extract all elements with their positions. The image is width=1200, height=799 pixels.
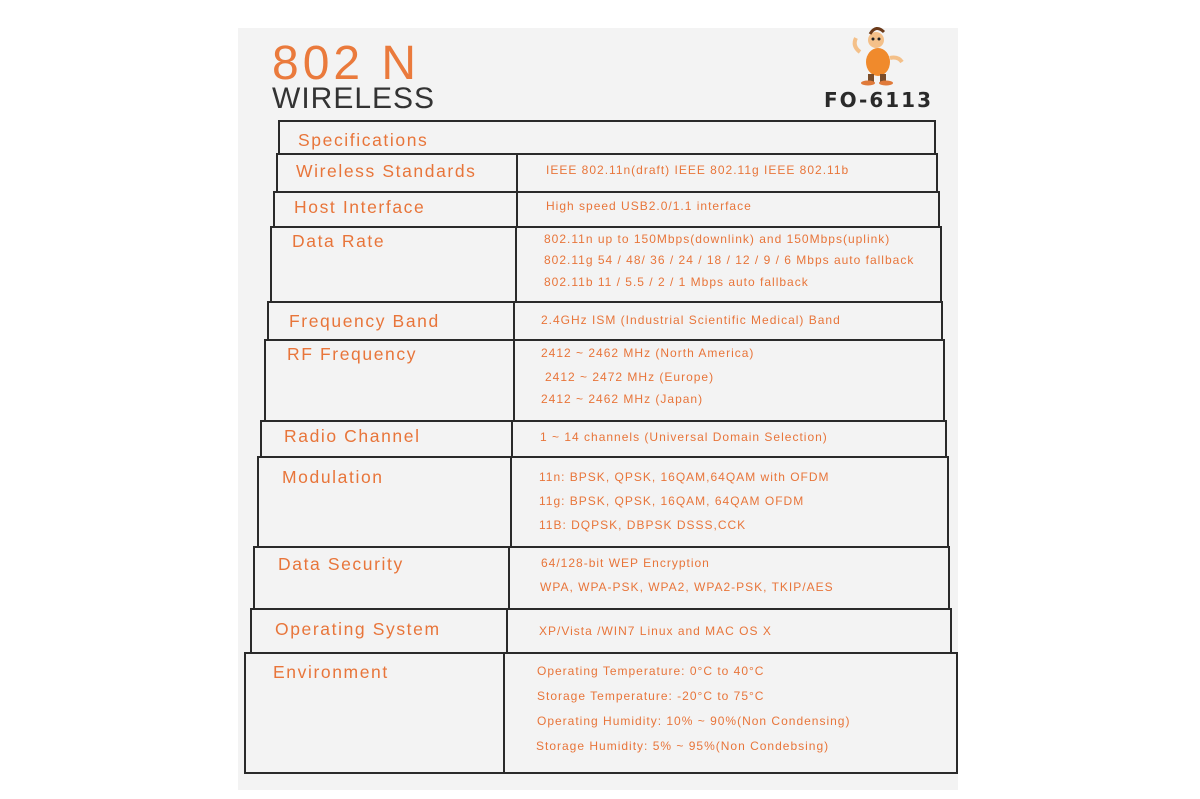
table-column-divider [510, 456, 512, 548]
table-left-border [273, 191, 275, 228]
table-column-divider [511, 420, 513, 458]
table-right-border [950, 608, 952, 654]
spec-label: RF Frequency [287, 344, 418, 364]
spec-value: 2412 ~ 2472 MHz (Europe) [545, 370, 715, 384]
spec-value: 802.11g 54 / 48/ 36 / 24 / 18 / 12 / 9 / 6 Mbps auto fallback [544, 253, 915, 267]
spec-value: 802.11n up to 150Mbps(downlink) and 150Mbps(uplink) [544, 232, 891, 246]
table-row-border [250, 608, 950, 610]
model-number: FO-6113 [824, 88, 933, 112]
table-column-divider [513, 339, 515, 422]
spec-value: Operating Humidity: 10% ~ 90%(Non Condensing) [537, 714, 851, 728]
mascot-logo-icon [848, 22, 906, 86]
spec-value: IEEE 802.11n(draft) IEEE 802.11g IEEE 802.11b [546, 163, 850, 177]
table-row-border [253, 546, 948, 548]
table-row-border [267, 301, 941, 303]
table-bottom-border [244, 772, 956, 774]
spec-value: 2412 ~ 2462 MHz (Japan) [541, 392, 704, 406]
table-right-border [947, 456, 949, 548]
table-right-border [936, 153, 938, 193]
table-right-border [945, 420, 947, 458]
table-row-border [278, 120, 934, 122]
table-left-border [276, 153, 278, 193]
table-column-divider [516, 153, 518, 193]
spec-value: Storage Humidity: 5% ~ 95%(Non Condebsing) [536, 739, 830, 753]
spec-label: Modulation [282, 467, 384, 487]
spec-label: Frequency Band [289, 311, 440, 331]
table-row-border [270, 226, 940, 228]
product-title: 802 N [272, 37, 421, 90]
table-row-border [264, 339, 943, 341]
table-left-border [257, 456, 259, 548]
spec-value: 11g: BPSK, QPSK, 16QAM, 64QAM OFDM [539, 494, 805, 508]
spec-value: 11n: BPSK, QPSK, 16QAM,64QAM with OFDM [539, 470, 830, 484]
table-column-divider [513, 301, 515, 341]
table-row-border [244, 652, 956, 654]
spec-label: Wireless Standards [296, 161, 477, 181]
spec-value: XP/Vista /WIN7 Linux and MAC OS X [539, 624, 772, 638]
specifications-table [244, 120, 956, 774]
table-left-border [250, 608, 252, 654]
table-right-border [940, 226, 942, 303]
spec-value: 802.11b 11 / 5.5 / 2 / 1 Mbps auto fallback [544, 275, 809, 289]
spec-value: 2.4GHz ISM (Industrial Scientific Medical) Band [541, 313, 841, 327]
table-right-border [941, 301, 943, 341]
table-right-border [934, 120, 936, 155]
spec-value: 64/128-bit WEP Encryption [541, 556, 710, 570]
specifications-heading: Specifications [298, 130, 429, 150]
spec-value: WPA, WPA-PSK, WPA2, WPA2-PSK, TKIP/AES [540, 580, 834, 594]
table-column-divider [503, 652, 505, 774]
table-column-divider [508, 546, 510, 610]
spec-label: Host Interface [294, 197, 426, 217]
spec-value: 2412 ~ 2462 MHz (North America) [541, 346, 755, 360]
table-row-border [273, 191, 938, 193]
table-row-border [257, 456, 947, 458]
spec-label: Data Rate [292, 231, 386, 251]
spec-value: 1 ~ 14 channels (Universal Domain Selection) [540, 430, 828, 444]
table-right-border [956, 652, 958, 774]
table-column-divider [515, 226, 517, 303]
table-column-divider [506, 608, 508, 654]
table-row-border [276, 153, 936, 155]
spec-label: Operating System [275, 619, 441, 639]
spec-value: Storage Temperature: -20°C to 75°C [537, 689, 765, 703]
table-column-divider [516, 191, 518, 228]
table-left-border [260, 420, 262, 458]
table-left-border [267, 301, 269, 341]
table-left-border [264, 339, 266, 422]
spec-label: Radio Channel [284, 426, 421, 446]
table-left-border [244, 652, 246, 774]
table-right-border [943, 339, 945, 422]
spec-value: 11B: DQPSK, DBPSK DSSS,CCK [539, 518, 747, 532]
product-subtitle: WIRELESS [272, 82, 436, 115]
table-right-border [948, 546, 950, 610]
spec-label: Data Security [278, 554, 404, 574]
spec-label: Environment [273, 662, 389, 682]
table-left-border [270, 226, 272, 303]
table-right-border [938, 191, 940, 228]
spec-value: High speed USB2.0/1.1 interface [546, 199, 752, 213]
table-row-border [260, 420, 945, 422]
spec-value: Operating Temperature: 0°C to 40°C [537, 664, 765, 678]
table-left-border [253, 546, 255, 610]
table-left-border [278, 120, 280, 155]
